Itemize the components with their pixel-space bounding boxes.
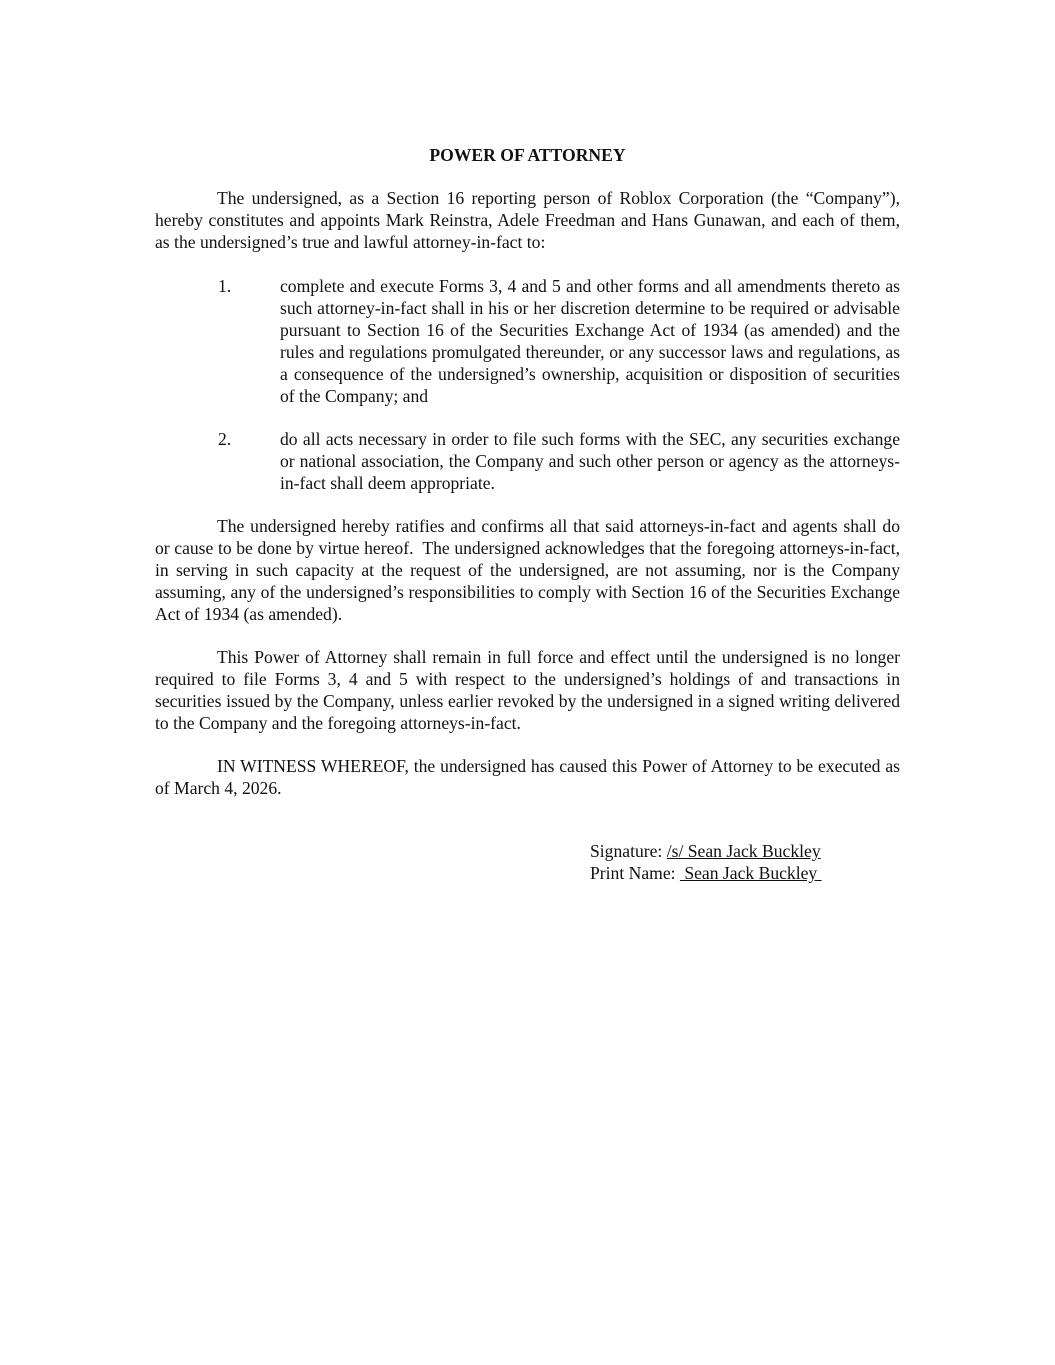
print-name-value: Sean Jack Buckley (679, 862, 822, 883)
signature-line (590, 841, 890, 863)
signature-value: /s/ Sean Jack Buckley (666, 841, 821, 861)
signature-block (590, 841, 890, 885)
document-title: POWER OF ATTORNEY (429, 145, 626, 165)
list-item (218, 276, 900, 407)
print-name-line (590, 863, 890, 885)
print-name-label: Print Name: (590, 862, 680, 883)
signature-label: Signature: (590, 841, 667, 861)
list-item (218, 429, 900, 495)
list-item-number: 2. (218, 429, 232, 449)
ratification-paragraph: The undersigned hereby ratifies and confirms all that said attorneys-in-fact and agents shall do or cause to be done by virtue hereof. The undersigned acknowledges that the foregoing attorneys-in-fact, in serving in such capacity at the request of the undersigned, are not assuming, nor is the Company assuming, any of the undersigned’s responsibilities to comply with Section 16 of the Securities Exchange Act of 1934 (as amended). (155, 516, 905, 624)
list-item-text: complete and execute Forms 3, 4 and 5 and other forms and all amendments thereto as such attorney-in-fact shall in his or her discretion determine to be required or advisable pursuant to Section 16 of the Securities Exchange Act of 1934 (as amended) and the rules and regulations promulgated thereunder, or any successor laws and regulations, as a consequence of the undersigned’s ownership, acquisition or disposition of securities of the Company; and (280, 276, 900, 406)
intro-paragraph: The undersigned, as a Section 16 reporting person of Roblox Corporation (the “Company”), hereby constitutes and appoints Mark Reinstra, Adele Freedman and Hans Gunawan, and each of them, as the undersigned’s true and lawful attorney-in-fact to: (155, 188, 900, 252)
duration-paragraph: This Power of Attorney shall remain in full force and effect until the undersigned is no longer required to file Forms 3, 4 and 5 with respect to the undersigned’s holdings of and transactions in securities issued by the Company, unless earlier revoked by the undersigned in a signed writing delivered to the Company and the foregoing attorneys-in-fact. (155, 647, 900, 733)
witness-paragraph: IN WITNESS WHEREOF, the undersigned has caused this Power of Attorney to be executed as of March 4, 2026. (155, 756, 900, 798)
list-item-number: 1. (218, 276, 232, 296)
list-item-text: do all acts necessary in order to file such forms with the SEC, any securities exchange or national association, the Company and such other person or agency as the attorneys-in-fact shall deem appropriate. (280, 429, 900, 493)
